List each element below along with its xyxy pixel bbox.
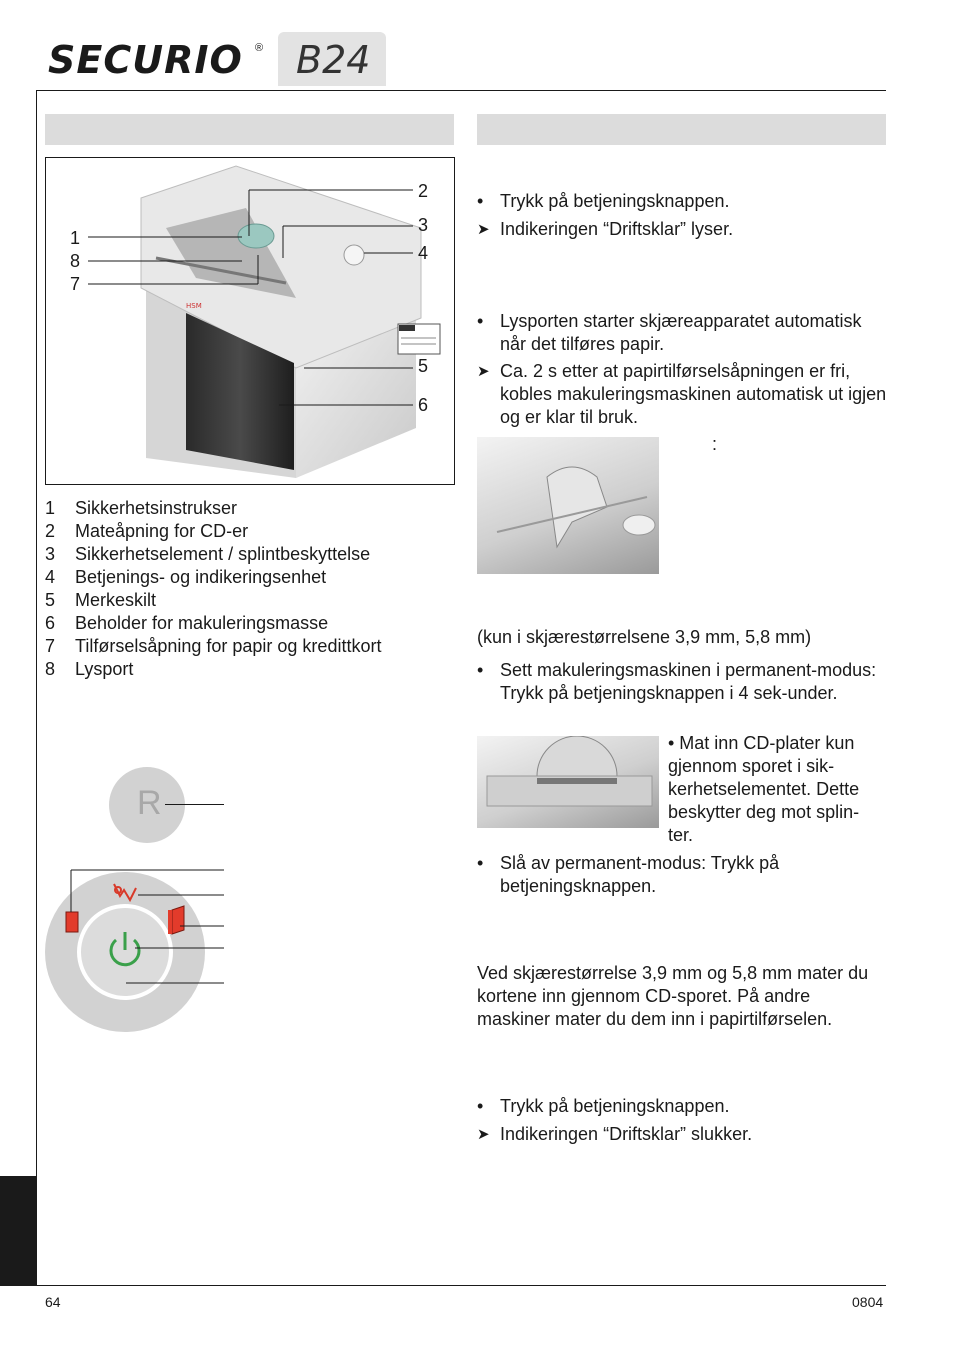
model-name: B24 (296, 38, 371, 82)
light-barrier-photo (477, 437, 659, 574)
language-tab (0, 1176, 37, 1286)
top-rule (37, 90, 886, 91)
cd-bullet-1: • Sett makuleringsmaskinen i permanent-modus: Trykk på betjeningsknappen i 4 sek-under. (477, 660, 877, 703)
colon-label: : (712, 434, 718, 454)
callout-1: 1 (70, 228, 81, 248)
s4-result: ➤ Indikeringen “Driftsklar” slukker. (477, 1124, 753, 1144)
brand-logo: SECURIO (48, 38, 243, 82)
s4-bullet: • Trykk på betjeningsknappen. (477, 1096, 730, 1116)
callout-5: 5 (418, 356, 429, 376)
shredder-illustration (46, 158, 454, 484)
s2-bullet: • Lysporten starter skjæreapparatet automatisk når det tilføres papir. (477, 311, 862, 354)
s1-bullet: • Trykk på betjeningsknappen. (477, 191, 730, 211)
cd-bullet-2: • Mat inn CD-plater kun gjennom sporet i sik-kerhetselementet. Dette beskytter deg mot splin-ter. (668, 733, 860, 845)
callout-8: 8 (70, 251, 81, 271)
callout-2: 2 (418, 181, 429, 201)
reset-letter: R (137, 784, 162, 822)
s2-result: ➤ Ca. 2 s etter at papirtilførselsåpningen er fri, kobles makuleringsmaskinen automatisk ut igjen og er klar til bruk. (477, 361, 887, 427)
cd-bullet-3: • Slå av permanent-modus: Trykk på betjeningsknappen. (477, 853, 780, 896)
cd-slot-photo (477, 736, 659, 828)
callout-7: 7 (70, 274, 81, 294)
left-rule (36, 90, 37, 1286)
reset-callout-line (165, 804, 224, 805)
callout-6: 6 (418, 395, 429, 415)
control-panel-diagram (40, 860, 230, 1035)
callout-4: 4 (418, 243, 429, 263)
hsm-logo: HSM (186, 302, 202, 310)
s1-result: ➤ Indikeringen “Driftsklar” lyser. (477, 219, 734, 239)
registered-mark: ® (255, 42, 264, 54)
parts-list: 1 Sikkerhetsinstrukser 2 Mateåpning for CD-er 3 Sikkerhetselement / splintbeskyttelse 4 Betjenings- og indikeringsenhet 5 Merkeskilt 6 Beholder for makuleringsmasse 7 Tilførselsåpning for papir og kredittkort 8 Lysport (45, 498, 382, 679)
door-open-icon (168, 906, 184, 934)
callout-3: 3 (418, 215, 429, 235)
right-heading-bar (477, 114, 886, 145)
doc-code: 0804 (852, 1294, 884, 1310)
bin-full-icon (66, 912, 78, 932)
page-number: 64 (45, 1294, 61, 1310)
bottom-rule (37, 1285, 886, 1286)
shredder-figure (45, 157, 455, 485)
cd-note: (kun i skjærestørrelsene 3,9 mm, 5,8 mm) (477, 627, 812, 647)
card-text: Ved skjærestørrelse 3,9 mm og 5,8 mm mater du kortene inn gjennom CD-sporet. På andre maskiner mater du dem inn i papirtilførselen. (477, 963, 869, 1029)
left-heading-bar (45, 114, 454, 145)
